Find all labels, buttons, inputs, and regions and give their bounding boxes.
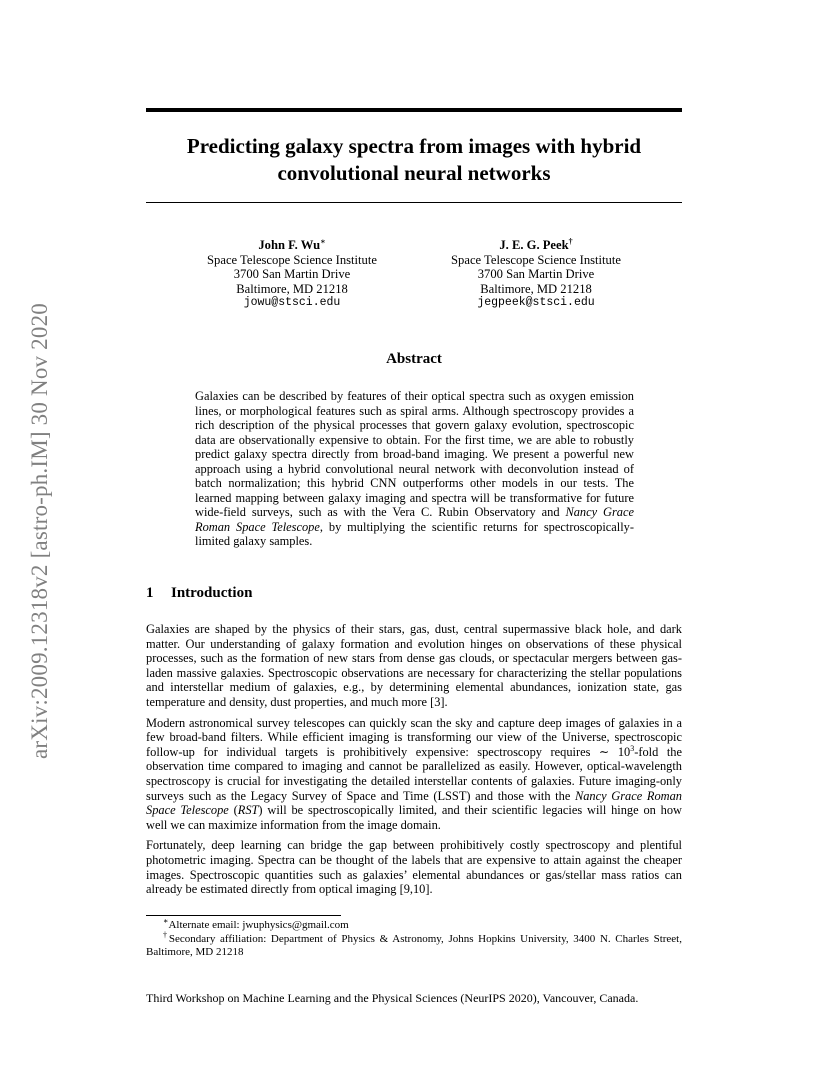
- intro-body: [146, 622, 682, 903]
- section-heading: [146, 585, 252, 602]
- title-line-2: convolutional neural networks: [277, 161, 551, 185]
- author-2-institute: Space Telescope Science Institute: [451, 252, 621, 267]
- author-block: [146, 238, 682, 318]
- abstract-text-part: Galaxies can be described by features of their optical spectra such as oxygen emission lines, or morphological features such as spiral arms. Although spectroscopy provides a rich description of the physical processes that govern galaxy evolution, spectroscopic data are observationally expensive to obtain. For the first time, we are able to robustly predict galaxy spectra directly from broad-band imaging. We present a powerful new approach using a hybrid convolutional neural network with deconvolution instead of batch normalization; this hybrid CNN outperforms other models in our tests. The learned mapping between galaxy imaging and spectra will be transformative for future wide-field surveys, such as with the Vera C. Rubin Observatory and: [195, 389, 634, 519]
- footnote-1-text: Alternate email: jwuphysics@gmail.com: [168, 919, 349, 931]
- p2-rst-abbrev: RST: [237, 803, 259, 818]
- footnote-1-mark: ∗: [163, 916, 169, 926]
- author-2: [436, 238, 636, 311]
- p2-part-a: Modern astronomical survey telescopes can quickly scan the sky and capture deep images of galaxies in a few broad-band filters. While efficient imaging is transforming our view of the Universe, spectroscopic follow-up for individual targets is prohibitively expensive: spectroscopy requires ∼ 10: [146, 715, 682, 759]
- author-2-email: jegpeek@stsci.edu: [477, 296, 595, 310]
- author-1-name: John F. Wu: [258, 238, 321, 252]
- footnote-1: [146, 916, 682, 933]
- author-1-institute: Space Telescope Science Institute: [207, 252, 377, 267]
- intro-paragraph-2: [146, 716, 682, 833]
- p2-telescope-name: Nancy Grace Roman Space Telescope: [146, 788, 682, 818]
- p2-part-d: ) will be spectroscopically limited, and their scientific legacies will hinge on how well we can maximize information from the image domain.: [146, 803, 682, 832]
- author-1-city: Baltimore, MD 21218: [236, 281, 348, 296]
- intro-paragraph-3: Fortunately, deep learning can bridge the gap between prohibitively costly spectroscopy and plentiful photometric imaging. Spectra can be thought of the labels that are expensive to attain against the cheaper images. Spectroscopic quantities such as galaxies’ elemental abundances or gas/stellar mass ratios can already be estimated directly from optical imaging [9,10].: [146, 838, 682, 897]
- arxiv-stamp: arXiv:2009.12318v2 [astro-ph.IM] 30 Nov 2020: [27, 303, 52, 759]
- abstract-text: [195, 389, 634, 549]
- author-1: [192, 238, 392, 311]
- footnotes: [146, 916, 682, 960]
- section-number: 1: [146, 585, 154, 601]
- p2-part-c: (: [228, 803, 238, 818]
- author-2-street: 3700 San Martin Drive: [477, 267, 595, 282]
- abstract-telescope-name: Nancy Grace Roman Space Telescope: [195, 505, 634, 534]
- venue-footer: Third Workshop on Machine Learning and the Physical Sciences (NeurIPS 2020), Vancouver, Canada.: [146, 991, 639, 1005]
- footnote-rule: [146, 915, 341, 916]
- author-1-email: jowu@stsci.edu: [243, 296, 341, 310]
- footnote-2-text: Secondary affiliation: Department of Physics & Astronomy, Johns Hopkins University, 3400 N. Charles Street, Baltimore, MD 21218: [146, 932, 682, 958]
- section-title: Introduction: [171, 585, 253, 601]
- author-2-name: J. E. G. Peek: [499, 238, 569, 252]
- intro-paragraph-1: Galaxies are shaped by the physics of their stars, gas, dust, central supermassive black hole, and dark matter. Our understanding of galaxy formation and evolution hinges on observations of these physical processes, such as the formation of new stars from dense gas clouds, or spectacular mergers between gas-laden massive galaxies. Spectroscopic observations are necessary for characterizing the stellar populations and interstellar medium of galaxies, e.g., by determining elemental abundances, ionization state, gas temperature and density, dust properties, and much more [3].: [146, 622, 682, 709]
- abstract-text-end: , by multiplying the scientific returns for spectroscopically-limited galaxy samples.: [195, 519, 635, 548]
- abstract-heading: Abstract: [386, 351, 442, 367]
- footnote-2: [146, 929, 682, 960]
- footnote-2-mark: †: [163, 929, 169, 939]
- author-1-mark: ∗: [320, 236, 326, 246]
- title-bottom-rule: [146, 202, 682, 203]
- title-line-1: Predicting galaxy spectra from images with hybrid: [186, 134, 642, 158]
- paper-title: [146, 133, 682, 187]
- author-2-mark: †: [568, 236, 573, 246]
- p2-part-b: -fold the observation time compared to imaging and cannot be parallelized as easily. However, optical-wavelength spectroscopy is crucial for investigating the detailed interstellar contents of galaxies. Future imaging-only surveys such as the Legacy Survey of Space and Time (LSST) and those with the: [146, 744, 682, 803]
- title-top-rule: [146, 108, 682, 112]
- p2-exponent: 3: [630, 743, 635, 753]
- author-2-city: Baltimore, MD 21218: [480, 281, 592, 296]
- author-1-street: 3700 San Martin Drive: [233, 267, 351, 282]
